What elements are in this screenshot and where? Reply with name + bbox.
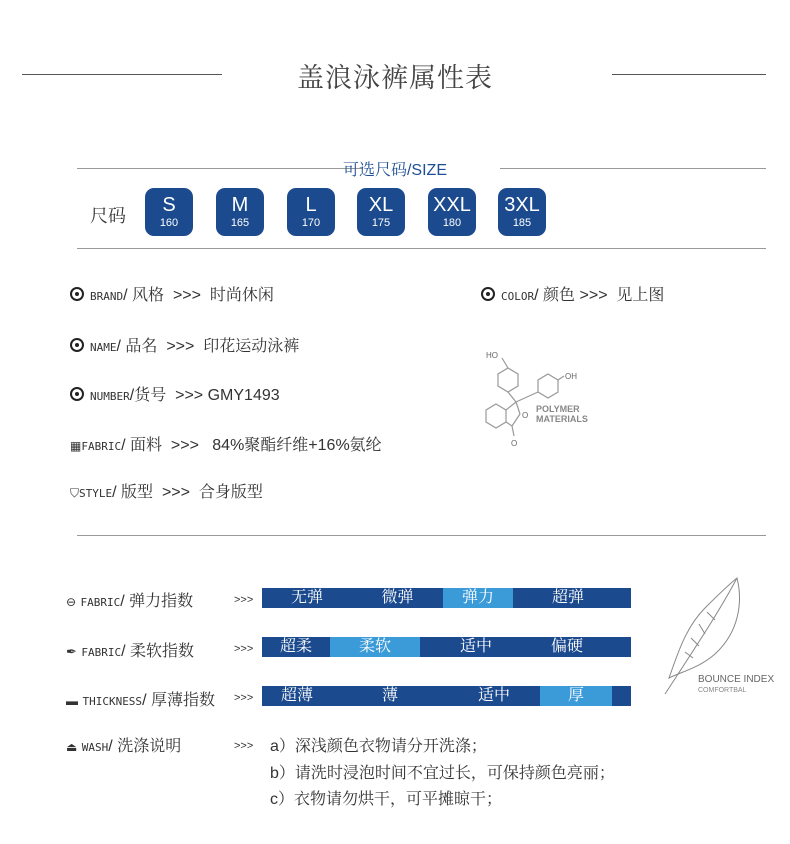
polymer-molecule-illustration xyxy=(478,348,608,458)
attr-value: 印花运动泳裤 xyxy=(203,338,300,355)
size-code: L xyxy=(305,194,317,216)
size-code: M xyxy=(231,194,249,216)
index-elastic-label: ⊖ FABRIC/ 弹力指数 xyxy=(66,593,194,610)
index-thick-label: ▬ THICKNESS/ 厚薄指数 xyxy=(66,692,215,709)
attr-arrows: >>> xyxy=(170,437,199,454)
molecule-oh: OH xyxy=(565,372,577,381)
wash-label: ⏏ WASH/ 洗涤说明 xyxy=(66,738,182,755)
title-rule-right xyxy=(612,74,766,75)
size-height: 175 xyxy=(371,217,391,229)
molecule-caption-2: MATERIALS xyxy=(536,414,588,424)
thick-index-bar xyxy=(262,686,631,706)
attr-label: 货号 xyxy=(134,387,167,404)
attr-sep: / xyxy=(129,387,135,404)
attr-label: 面料 xyxy=(130,437,163,454)
attr-name xyxy=(70,333,299,356)
molecule-o-carbonyl: O xyxy=(511,439,518,448)
size-height: 180 xyxy=(442,217,462,229)
attr-arrows: >>> xyxy=(579,287,608,304)
elastic-index-bar xyxy=(262,588,631,608)
ring-icon: ⊖ xyxy=(66,595,77,609)
size-rule-bottom xyxy=(77,248,766,249)
elastic-option-4: 超弹 xyxy=(551,589,584,606)
molecule-ho: HO xyxy=(486,351,498,360)
size-height: 170 xyxy=(301,217,321,229)
attr-label: 品名 xyxy=(125,338,158,355)
thick-option-3: 适中 xyxy=(477,687,510,704)
attr-en: COLOR xyxy=(501,290,535,303)
grid-icon: ▦ xyxy=(70,439,82,453)
attr-label: 颜色 xyxy=(543,287,576,304)
index-soft-label: ✒ FABRIC/ 柔软指数 xyxy=(66,643,195,660)
elastic-option-2: 微弹 xyxy=(381,589,414,606)
size-heading: 可选尺码/SIZE xyxy=(342,162,447,179)
target-icon xyxy=(70,338,84,352)
attr-arrows: >>> xyxy=(175,387,204,404)
index-label: 柔软指数 xyxy=(130,643,195,660)
attr-sep: / xyxy=(116,338,121,355)
attr-brand xyxy=(70,282,274,305)
attr-en: NUMBER xyxy=(90,390,130,403)
attr-label: 风格 xyxy=(132,287,165,304)
wash-arrows: >>> xyxy=(234,740,254,752)
index-en: FABRIC xyxy=(81,646,122,659)
molecule-o-ring: O xyxy=(522,411,529,420)
attr-arrows: >>> xyxy=(161,484,190,501)
attr-en: FABRIC xyxy=(81,440,122,453)
molecule-caption-1: POLYMER xyxy=(536,404,580,414)
size-code: 3XL xyxy=(504,194,540,216)
index-arrows: >>> xyxy=(234,692,254,704)
attr-arrows: >>> xyxy=(166,338,195,355)
feather-small-icon: ✒ xyxy=(66,644,77,659)
attr-number xyxy=(70,382,280,405)
attr-label: 版型 xyxy=(121,484,154,501)
size-xxl xyxy=(428,188,476,236)
size-height: 160 xyxy=(159,217,179,229)
size-height: 185 xyxy=(512,217,532,229)
attr-en: NAME xyxy=(90,341,117,354)
attr-sep: / xyxy=(123,287,128,304)
attr-value: GMY1493 xyxy=(207,387,280,404)
size-code: S xyxy=(162,194,176,216)
shorts-icon: ⛉ xyxy=(70,486,80,500)
attr-sep: / xyxy=(112,484,117,501)
target-icon xyxy=(481,287,495,301)
soft-option-3: 适中 xyxy=(459,638,492,655)
attr-arrows: >>> xyxy=(172,287,201,304)
thick-option-4: 厚 xyxy=(540,686,612,706)
size-code: XXL xyxy=(433,194,471,216)
index-label: 弹力指数 xyxy=(129,593,194,610)
size-height: 165 xyxy=(230,217,250,229)
layer-icon: ▬ xyxy=(66,694,78,708)
soft-option-1: 超柔 xyxy=(279,638,312,655)
bounce-index-title: BOUNCE INDEX xyxy=(698,674,775,685)
bounce-index-subtitle: COMFORTBAL xyxy=(698,687,747,694)
size-l xyxy=(287,188,335,236)
attr-rule-bottom xyxy=(77,535,766,536)
thick-option-2: 薄 xyxy=(381,687,398,704)
attr-value: 合身版型 xyxy=(198,484,263,501)
index-en: THICKNESS xyxy=(82,695,143,708)
size-rule-right xyxy=(500,168,766,169)
wash-line-b: b）请洗时浸泡时间不宜过长，可保持颜色亮丽； xyxy=(270,765,615,782)
soft-option-4: 偏硬 xyxy=(550,638,583,655)
attr-color xyxy=(481,282,664,305)
index-label: 厚薄指数 xyxy=(150,692,215,709)
attr-style xyxy=(70,479,263,502)
attr-value: 见上图 xyxy=(616,287,665,304)
index-arrows: >>> xyxy=(234,643,254,655)
attr-value: 84%聚酯纤维+16%氨纶 xyxy=(212,437,382,454)
attr-value: 时尚休闲 xyxy=(209,287,274,304)
attr-en: BRAND xyxy=(90,290,124,303)
size-m xyxy=(216,188,264,236)
size-label: 尺码 xyxy=(90,206,126,226)
attr-sep: / xyxy=(534,287,539,304)
wash-en: WASH xyxy=(81,741,109,754)
size-xl xyxy=(357,188,405,236)
size-s xyxy=(145,188,193,236)
wash-line-c: c）衣物请勿烘干，可平摊晾干； xyxy=(270,791,503,808)
soft-option-2: 柔软 xyxy=(330,637,420,657)
soft-index-bar xyxy=(262,637,631,657)
wash-title: 洗涤说明 xyxy=(117,738,182,755)
page-title: 盖浪泳裤属性表 xyxy=(297,63,493,93)
size-code: XL xyxy=(368,194,394,216)
basin-icon: ⏏ xyxy=(66,740,78,754)
thick-option-1: 超薄 xyxy=(280,687,313,704)
attr-sep: / xyxy=(121,437,126,454)
attr-en: STYLE xyxy=(79,487,113,500)
index-en: FABRIC xyxy=(80,596,121,609)
attr-fabric xyxy=(70,432,382,455)
size-3xl xyxy=(498,188,546,236)
target-icon xyxy=(70,287,84,301)
index-arrows: >>> xyxy=(234,594,254,606)
wash-line-a: a）深浅颜色衣物请分开洗涤； xyxy=(270,738,487,755)
target-icon xyxy=(70,387,84,401)
elastic-option-1: 无弹 xyxy=(290,589,323,606)
elastic-option-3: 弹力 xyxy=(443,588,513,608)
